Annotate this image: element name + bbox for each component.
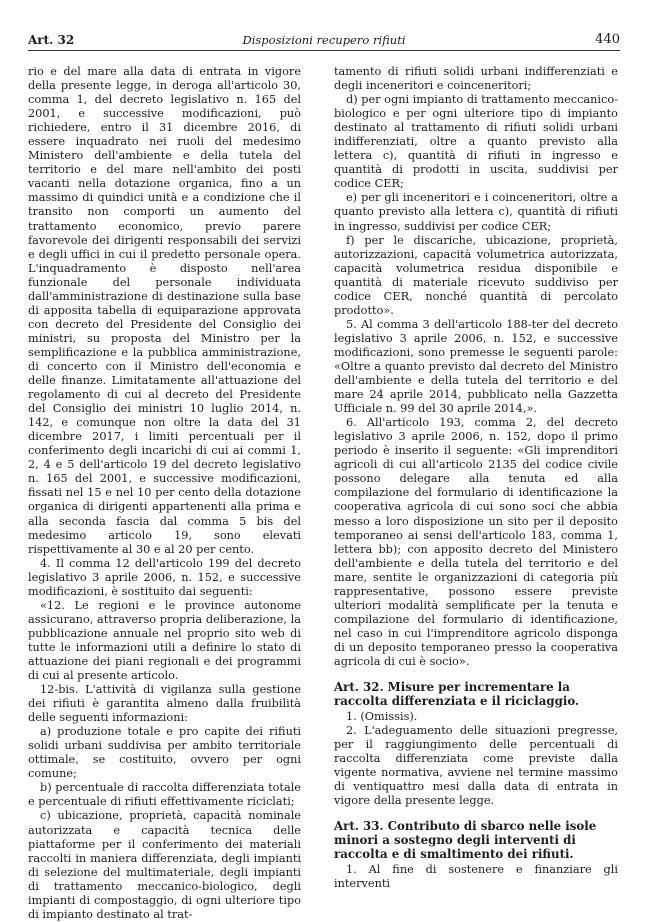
paragraph: a) produzione totale e pro capite dei rifiuti solidi urbani suddivisa per ambito territoriale ottimale, se costituito, ovvero per ogni comune; <box>28 725 301 781</box>
paragraph: tamento di rifiuti solidi urbani indifferenziati e degli inceneritori e coinceneritori; <box>334 65 618 93</box>
paragraph: rio e del mare alla data di entrata in vigore della presente legge, in deroga all'articolo 30, comma 1, del decreto legislativo n. 165 del 2001, e successive modificazioni, può richiedere, entro il 31 dicembre 2016, di essere inquadrato nei ruoli del medesimo Ministero dell'ambiente e della tutela del territorio e del mare nell'ambito dei posti vacanti nella dotazione organica, fino a un massimo di quindici unità e a condizione che il transito non comporti un aumento del trattamento economico, previo parere favorevole dei dirigenti responsabili dei servizi e degli uffici in cui il predetto personale opera. L'inquadramento è disposto nell'area funzionale del personale individuata dall'amministrazione di destinazione sulla base di apposita tabella di equiparazione approvata con decreto del Presidente del Consiglio dei ministri, su proposta del Ministro per la semplificazione e la pubblica amministrazione, di concerto con il Ministro dell'economia e delle finanze. Limitatamente all'attuazione del regolamento di cui al decreto del Presidente del Consiglio dei ministri 10 luglio 2014, n. 142, e comunque non oltre la data del 31 dicembre 2017, i limiti percentuali per il conferimento degli incarichi di cui ai commi 1, 2, 4 e 5 dell'articolo 19 del decreto legislativo n. 165 del 2001, e successive modificazioni, fissati nel 15 e nel 10 per cento della dotazione organica di dirigenti appartenenti alla prima e alla seconda fascia dal comma 5 bis del medesimo articolo 19, sono elevati rispettivamente al 30 e al 20 per cento. <box>28 65 301 556</box>
paragraph: b) percentuale di raccolta differenziata totale e percentuale di rifiuti effettivamente riciclati; <box>28 781 301 809</box>
paragraph: 4. Il comma 12 dell'articolo 199 del decreto legislativo 3 aprile 2006, n. 152, e successive modificazioni, è sostituito dai seguenti: <box>28 556 301 598</box>
article-heading-32: Art. 32. Misure per incrementare la raccolta differenziata e il riciclaggio. <box>334 680 580 709</box>
paragraph: «12. Le regioni e le province autonome assicurano, attraverso propria deliberazione, la pubblicazione annuale nel proprio sito web di tutte le informazioni utili a definire lo stato di attuazione dei piani regionali e dei programmi di cui al presente articolo. <box>28 598 301 683</box>
header-article: Art. 32 <box>28 33 75 47</box>
left-column <box>28 65 301 922</box>
page-header <box>28 32 620 51</box>
paragraph: 12-bis. L'attività di vigilanza sulla gestione dei rifiuti è garantita almeno dalla fruibilità delle seguenti informazioni: <box>28 683 301 725</box>
paragraph: 1. (Omissis). <box>346 710 418 724</box>
paragraph: c) ubicazione, proprietà, capacità nominale autorizzata e capacità tecnica delle piattaforme per il conferimento dei materiali raccolti in maniera differenziata, degli impianti di selezione del multimateriale, degli impianti di trattamento meccanico-biologico, degli impianti di compostaggio, di ogni ulteriore tipo di impianto destinato al trat- <box>28 809 301 921</box>
paragraph: 6. All'articolo 193, comma 2, del decreto legislativo 3 aprile 2006, n. 152, dopo il primo periodo è inserito il seguente: «Gli imprenditori agricoli di cui all'articolo 2135 del codice civile possono delegare alla tenuta ed alla compilazione del formulario di identificazione la cooperativa agricola di cui sono soci che abbia messo a loro disposizione un sito per il deposito temporaneo ai sensi dell'articolo 183, comma 1, lettera bb); con apposito decreto del Ministero dell'ambiente e della tutela del territorio e del mare, sentite le organizzazioni di categoria più rappresentative, possono essere previste ulteriori modalità semplificate per la tenuta e compilazione del formulario di identificazione, nel caso in cui l'imprenditore agricolo disponga di un deposito temporaneo presso la cooperativa agricola di cui è socio». <box>334 416 618 668</box>
paragraph: e) per gli inceneritori e i coinceneritori, oltre a quanto previsto alla lettera c), quantità di rifiuti in ingresso, suddivisi per codice CER; <box>334 191 618 233</box>
header-running-title: Disposizioni recupero rifiuti <box>242 33 406 47</box>
page-number: 440 <box>595 32 620 47</box>
paragraph: f) per le discariche, ubicazione, proprietà, autorizzazioni, capacità volumetrica autorizzata, capacità volumetrica residua disponibile e quantità di materiale ricevuto suddiviso per codice CER, nonché quantità di percolato prodotto». <box>334 233 618 317</box>
paragraph: d) per ogni impianto di trattamento meccanico-biologico e per ogni ulteriore tipo di impianto destinato al trattamento di rifiuti solidi urbani indifferenziati, oltre a quanto previsto alla lettera c), quantità di rifiuti in ingresso e quantità di prodotti in uscita, suddivisi per codice CER; <box>334 93 618 191</box>
right-column <box>334 65 618 891</box>
paragraph: 2. L'adeguamento delle situazioni pregresse, per il raggiungimento delle percentuali di raccolta differenziata come previste dalla vigente normativa, avviene nel termine massimo di ventiquattro mesi dalla data di entrata in vigore della presente legge. <box>334 724 618 808</box>
paragraph: 5. Al comma 3 dell'articolo 188-ter del decreto legislativo 3 aprile 2006, n. 152, e successive modificazioni, sono premesse le seguenti parole: «Oltre a quanto previsto dal decreto del Ministro dell'ambiente e della tutela del territorio e del mare 24 aprile 2014, pubblicato nella Gazzetta Ufficiale n. 99 del 30 aprile 2014,». <box>334 317 618 416</box>
article-heading-33: Art. 33. Contributo di sbarco nelle isole minori a sostegno degli interventi di raccolta e di smaltimento dei rifiuti. <box>334 819 597 862</box>
paragraph: 1. Al fine di sostenere e finanziare gli interventi <box>334 863 618 891</box>
